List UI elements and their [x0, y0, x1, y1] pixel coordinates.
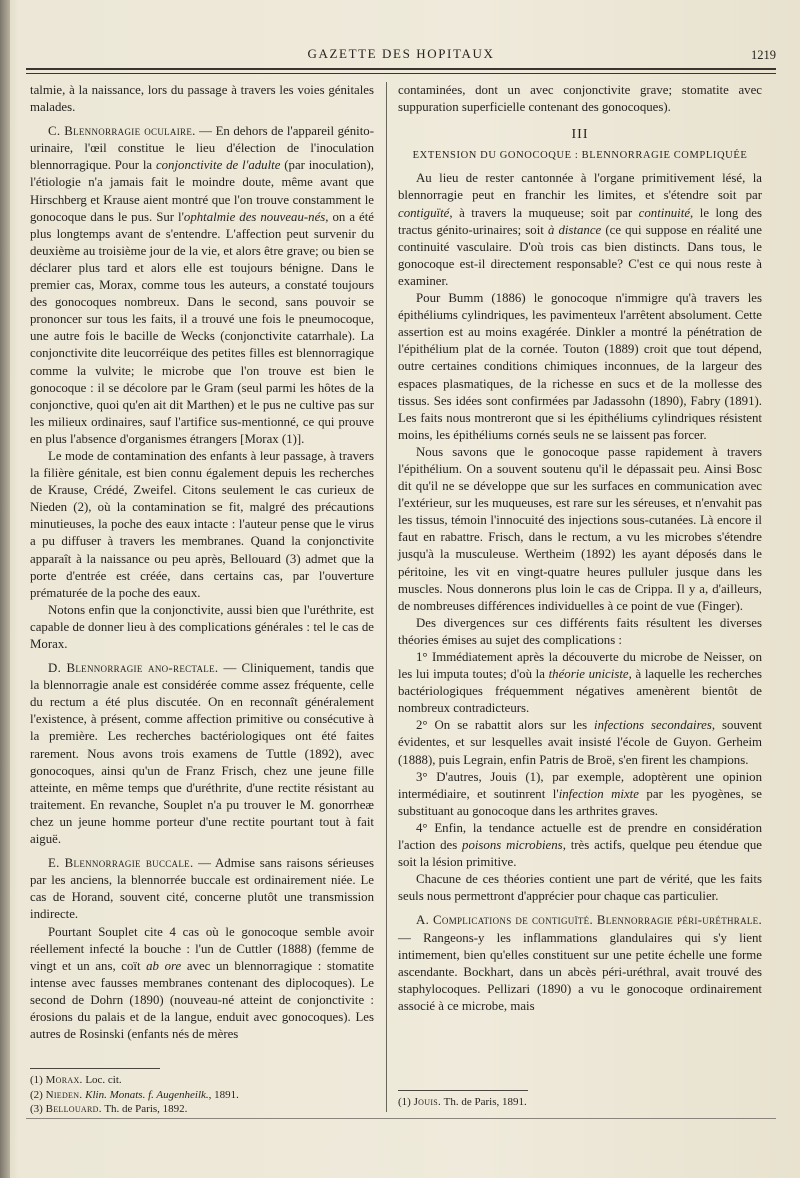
theory-1-emphasis: théorie uniciste	[548, 667, 629, 682]
theory-3-emphasis: infection mixte	[558, 786, 639, 801]
paragraph-pourtant	[30, 924, 374, 1044]
theory-1-text-b: , à laquelle les recherches bactériologiques fréquemment négatives amenèrent bientôt de nombreux contradicteurs.	[398, 667, 762, 716]
footnote	[398, 1095, 762, 1110]
right-footnotes	[398, 1084, 762, 1110]
theory-2-text-a: 2° On se rabattit alors sur les	[416, 718, 595, 733]
footnote-emphasis: Klin. Monats. f. Augenheilk.	[85, 1088, 209, 1101]
paragraph-mode-contamination: Le mode de contamination des enfants à leur passage, à travers la filière génitale, est bien connu également depuis les recherches de Krause, Crédé, Zweifel. Citons seulement le cas curieux de Nieden (2), où la contamination se fit, malgré des précautions minutieuses, la poche des eaux intacte : l'auteur pense que le virus a pu diffuser à travers les membranes. Quand la conjonctivite apparaît à la naissance ou peu après, Bellouard (3) admet que la porte d'entrée est créée, dans certains cas, par l'ouverture prématurée de la poche des eaux.	[30, 448, 374, 600]
section-a-heading: A. Complications de contiguïté. Blennorragie péri-uréthrale.	[416, 913, 762, 928]
header-rule-thin	[26, 73, 776, 74]
theory-2-text-b: , souvent évidentes, et sur lesquelles avait insisté l'école de Guyon. Gerheim (1888), puis Legrain, enfin Patris de Broë, s'en firent les champions.	[398, 718, 762, 767]
paragraph-divergences: Des divergences sur ces différents faits résultent les diverses théories émises au sujet des complications :	[398, 615, 762, 647]
au-text-d: (ce qui suppose en réalité une continuité vasculaire. D'où trois cas bien distincts. Dans tous, le gonocoque est-il directement responsable? C'est ce qui nous reste à examiner.	[398, 222, 762, 288]
section-roman-numeral: III	[571, 127, 589, 143]
theory-3-text-b: par les pyogènes, se substituant au gonocoque dans les arthrites graves.	[398, 786, 762, 818]
section-e-heading: E. Blennorragie buccale.	[48, 856, 194, 871]
paragraph-notons: Notons enfin que la conjonctivite, aussi bien que l'uréthrite, est capable de donner lieu à des complications générales : tel le cas de Morax.	[30, 602, 374, 651]
footnote-number: (2)	[30, 1088, 43, 1101]
au-text-c: , le long des tractus génito-urinaires; soit	[398, 205, 762, 237]
theory-2-emphasis: infections secondaires	[594, 718, 712, 733]
section-d-heading: D. Blennorragie ano-rectale.	[48, 661, 219, 676]
column-divider	[386, 82, 387, 1112]
footnote-text: , 1891.	[208, 1088, 239, 1101]
section-c-emphasis-1: conjonctivite de l'adulte	[155, 158, 281, 173]
section-c-paragraph	[30, 123, 374, 448]
au-emphasis-3: à distance	[547, 222, 602, 237]
left-footnotes	[30, 1062, 374, 1117]
footnote-author: Nieden.	[45, 1088, 83, 1101]
running-header	[26, 44, 776, 66]
pourtant-text-b: avec un blennorragique : stomatite intense avec fausses membranes contenant des diplocoques). Le second de Dohrn (1890) (nouveau-né atteint de conjonctivite : érosions du palais et de la langue, enduit avec gonocoques). Les autres de Rosinski (enfants nés de mères	[30, 958, 374, 1042]
footnote	[30, 1102, 374, 1117]
pourtant-emphasis: ab ore	[146, 958, 182, 973]
left-column	[30, 82, 375, 1115]
footnote-author: Morax.	[45, 1074, 83, 1086]
footnote-text: Loc. cit.	[82, 1074, 122, 1086]
header-rule-thick	[26, 68, 776, 70]
section-c-emphasis-2: ophtalmie des nouveau-nés	[183, 209, 326, 224]
paragraph-theory-3	[398, 769, 762, 820]
section-c-heading: C. Blennorragie oculaire.	[48, 124, 196, 139]
paragraph-continuation: contaminées, dont un avec conjonctivite grave; stomatite avec suppuration superficielle contenant des gonocoques).	[398, 83, 762, 115]
au-text-a: Au lieu de rester cantonnée à l'organe primitivement lésé, la blennorragie peut en franchir les limites, et s'étendre soit par	[398, 171, 762, 203]
theory-4-text-b: , très actifs, quelque peu étendue que soit la lésion primitive.	[398, 838, 763, 870]
section-e-paragraph	[30, 855, 374, 923]
paragraph-theory-1	[398, 649, 762, 717]
theory-4-emphasis: poisons microbiens	[462, 838, 563, 853]
theory-3-text-a: 3° D'autres, Jouis (1), par exemple, adoptèrent une opinion intermédiaire, et soutinrent l'	[398, 769, 762, 801]
paragraph-theory-4	[398, 820, 762, 871]
au-emphasis-2: continuité	[638, 205, 691, 220]
theory-1-text-a: 1° Immédiatement après la découverte du microbe de Neisser, on les lui imputa toutes; d'où la	[398, 650, 762, 682]
section-c-text-b: (par inoculation), l'étiologie n'a jamais fait le moindre doute, même avant que Hirschberg et Krause aient montré que l'on trouve constamment le gonocoque dans le pus. Sur l'	[30, 158, 375, 224]
footnote-text: Th. de Paris, 1892.	[101, 1103, 188, 1115]
section-title: EXTENSION DU GONOCOQUE : BLENNORRAGIE COMPLIQUÉE	[412, 150, 748, 162]
section-c-text-c: , on a été plus longtemps avant de s'entendre. L'affection peut survenir du deuxième au troisième jour de la vie, et alors être grave; ou bien se déclarer plus tard et alors elle est toujours bénigne. Dans le premier cas, Morax, comme tous les auteurs, a constaté toujours des gonocoques nombreux. Dans le second, sans pouvoir se prononcer sur tous les faits, il a trouvé une fois le pneumocoque, une autre fois le bacille de Wecks (conjonctivite catarrhale). La conjonctivite dite leucorréique des petites filles est blennorragique comme la vulvite; le microbe que l'on trouve est bien le gonocoque : il se décolore par le Gram (seul parmi les hôtes de la conjonctive, quoi qu'en ait dit Marthen) et le pus ne cultive pas sur les milieux ordinaires, sauf l'artifice sus-mentionné, ce qui prouve en plus l'absence d'organismes étrangers [Morax (1)].	[30, 209, 374, 446]
page-number: 1219	[751, 48, 776, 62]
section-d-text: — Cliniquement, tandis que la blennorragie anale est considérée comme assez fréquente, celle du rectum a été plus discutée. On en reconnaît généralement l'existence, à présent, comme affection primitive ou consécutive à la première. Les recherches bactériologiques ont été faites rarement. Nous avons trois examens de Tuttle (1892), avec gonocoques, ainsi qu'un de Franz Frisch, chez une jeune fille atteinte, en même temps que d'uréthrite, d'une rectite résistant au traitement. En revanche, Souplet n'a pu trouver le M. gonorrheæ chez un jeune homme porteur d'une rectite pourtant tout à fait aiguë.	[30, 661, 374, 847]
theory-4-text-a: 4° Enfin, la tendance actuelle est de prendre en considération l'action des	[398, 820, 762, 853]
paragraph-chacune: Chacune de ces théories contient une part de vérité, que les faits seuls nous permettront d'apprécier pour chaque cas particulier.	[398, 872, 762, 904]
paragraph-theory-2	[398, 717, 762, 768]
footnote	[30, 1088, 374, 1103]
paragraph-bumm: Pour Bumm (1886) le gonocoque n'immigre qu'à travers les épithéliums cylindriques, les pavimenteux l'arrêtent absolument. Cette assertion est au moins exagérée. Dinkler a montré la pénétration de l'épithélium plat de la cornée. Touton (1889) croit que tout dépend, outre certaines conditions chimiques inconnues, de la largeur des espaces plasmatiques, de la richesse en sucs et de la mollesse des tissus. Ses idées sont confirmées par Jadassohn (1890), Fabry (1891). Les faits nous montreront que si les épithéliums cylindriques résistent moins, les épithéliums cornés seuls ne se laissent pas forcer.	[398, 291, 762, 442]
section-a-paragraph	[398, 912, 762, 1015]
journal-title: GAZETTE DES HOPITAUX	[307, 46, 495, 61]
au-emphasis-1: contiguïté	[398, 205, 450, 220]
bottom-rule	[26, 1118, 776, 1119]
pourtant-text-a: Pourtant Souplet cite 4 cas où le gonocoque semble avoir réellement infecté la bouche : l'un de Cuttler (1888) (femme de vingt et un ans, coït	[30, 924, 374, 973]
footnote-author: Bellouard.	[45, 1103, 102, 1115]
footnote-text: Th. de Paris, 1891.	[441, 1096, 527, 1108]
footnote-rule	[398, 1090, 528, 1091]
paragraph-au-lieu	[398, 170, 762, 290]
paragraph-nous-savons: Nous savons que le gonocoque passe rapidement à travers l'épithélium. On a souvent soutenu qu'il le dépassait peu. Ainsi Bosc dit qu'il ne se développe que sur les surfaces en communication avec l'extérieur, sur les muqueuses, est rare sur les séreuses, et n'envahit pas les tissus, témoin l'innocuité des injections sous-cutanées. Là encore il faut en rabattre. Frisch, dans le rectum, a vu les microbes s'étendre jusqu'à la musculeuse. Wertheim (1892) les ayant déposés dans le péritoine, les vit en vingt-quatre heures pulluler jusque dans les muscles. Nous donnerons plus loin le cas de Crippa. Il y a, d'ailleurs, de nombreuses différences individuelles à ce point de vue (Finger).	[398, 444, 762, 613]
footnote-number: (3)	[30, 1103, 43, 1115]
footnote-author: Jouis.	[413, 1096, 442, 1108]
section-c-text-a: — En dehors de l'appareil génito-urinaire, l'œil constitue le lieu d'élection de l'inoculation blennorragique. Pour la	[30, 124, 374, 173]
binding-gutter	[0, 0, 10, 1178]
au-text-b: , à travers la muqueuse; soit par	[449, 205, 639, 220]
paragraph-continuation: talmie, à la naissance, lors du passage à travers les voies génitales malades.	[30, 83, 374, 115]
footnote-number: (1)	[398, 1096, 411, 1108]
right-column	[398, 82, 763, 1108]
section-a-text: — Rangeons-y les inflammations glandulaires qui s'y lient intimement, bien qu'elles constituent sur une petite échelle une forme ascendante. Bockhart, dans un abcès péri-uréthral, avait trouvé des staphylocoques. Pellizari (1890) a vu le gonocoque ordinairement associé à ce microbe, mais	[398, 930, 762, 1013]
section-d-paragraph	[30, 660, 374, 848]
section-e-text: — Admise sans raisons sérieuses par les anciens, la blennorrée buccale est ordinairement niée. Le cas de Horand, souvent cité, concerne plutôt une transmission indirecte.	[30, 856, 375, 922]
footnote-rule	[30, 1068, 160, 1069]
footnote	[30, 1073, 374, 1088]
footnote-number: (1)	[30, 1074, 43, 1086]
